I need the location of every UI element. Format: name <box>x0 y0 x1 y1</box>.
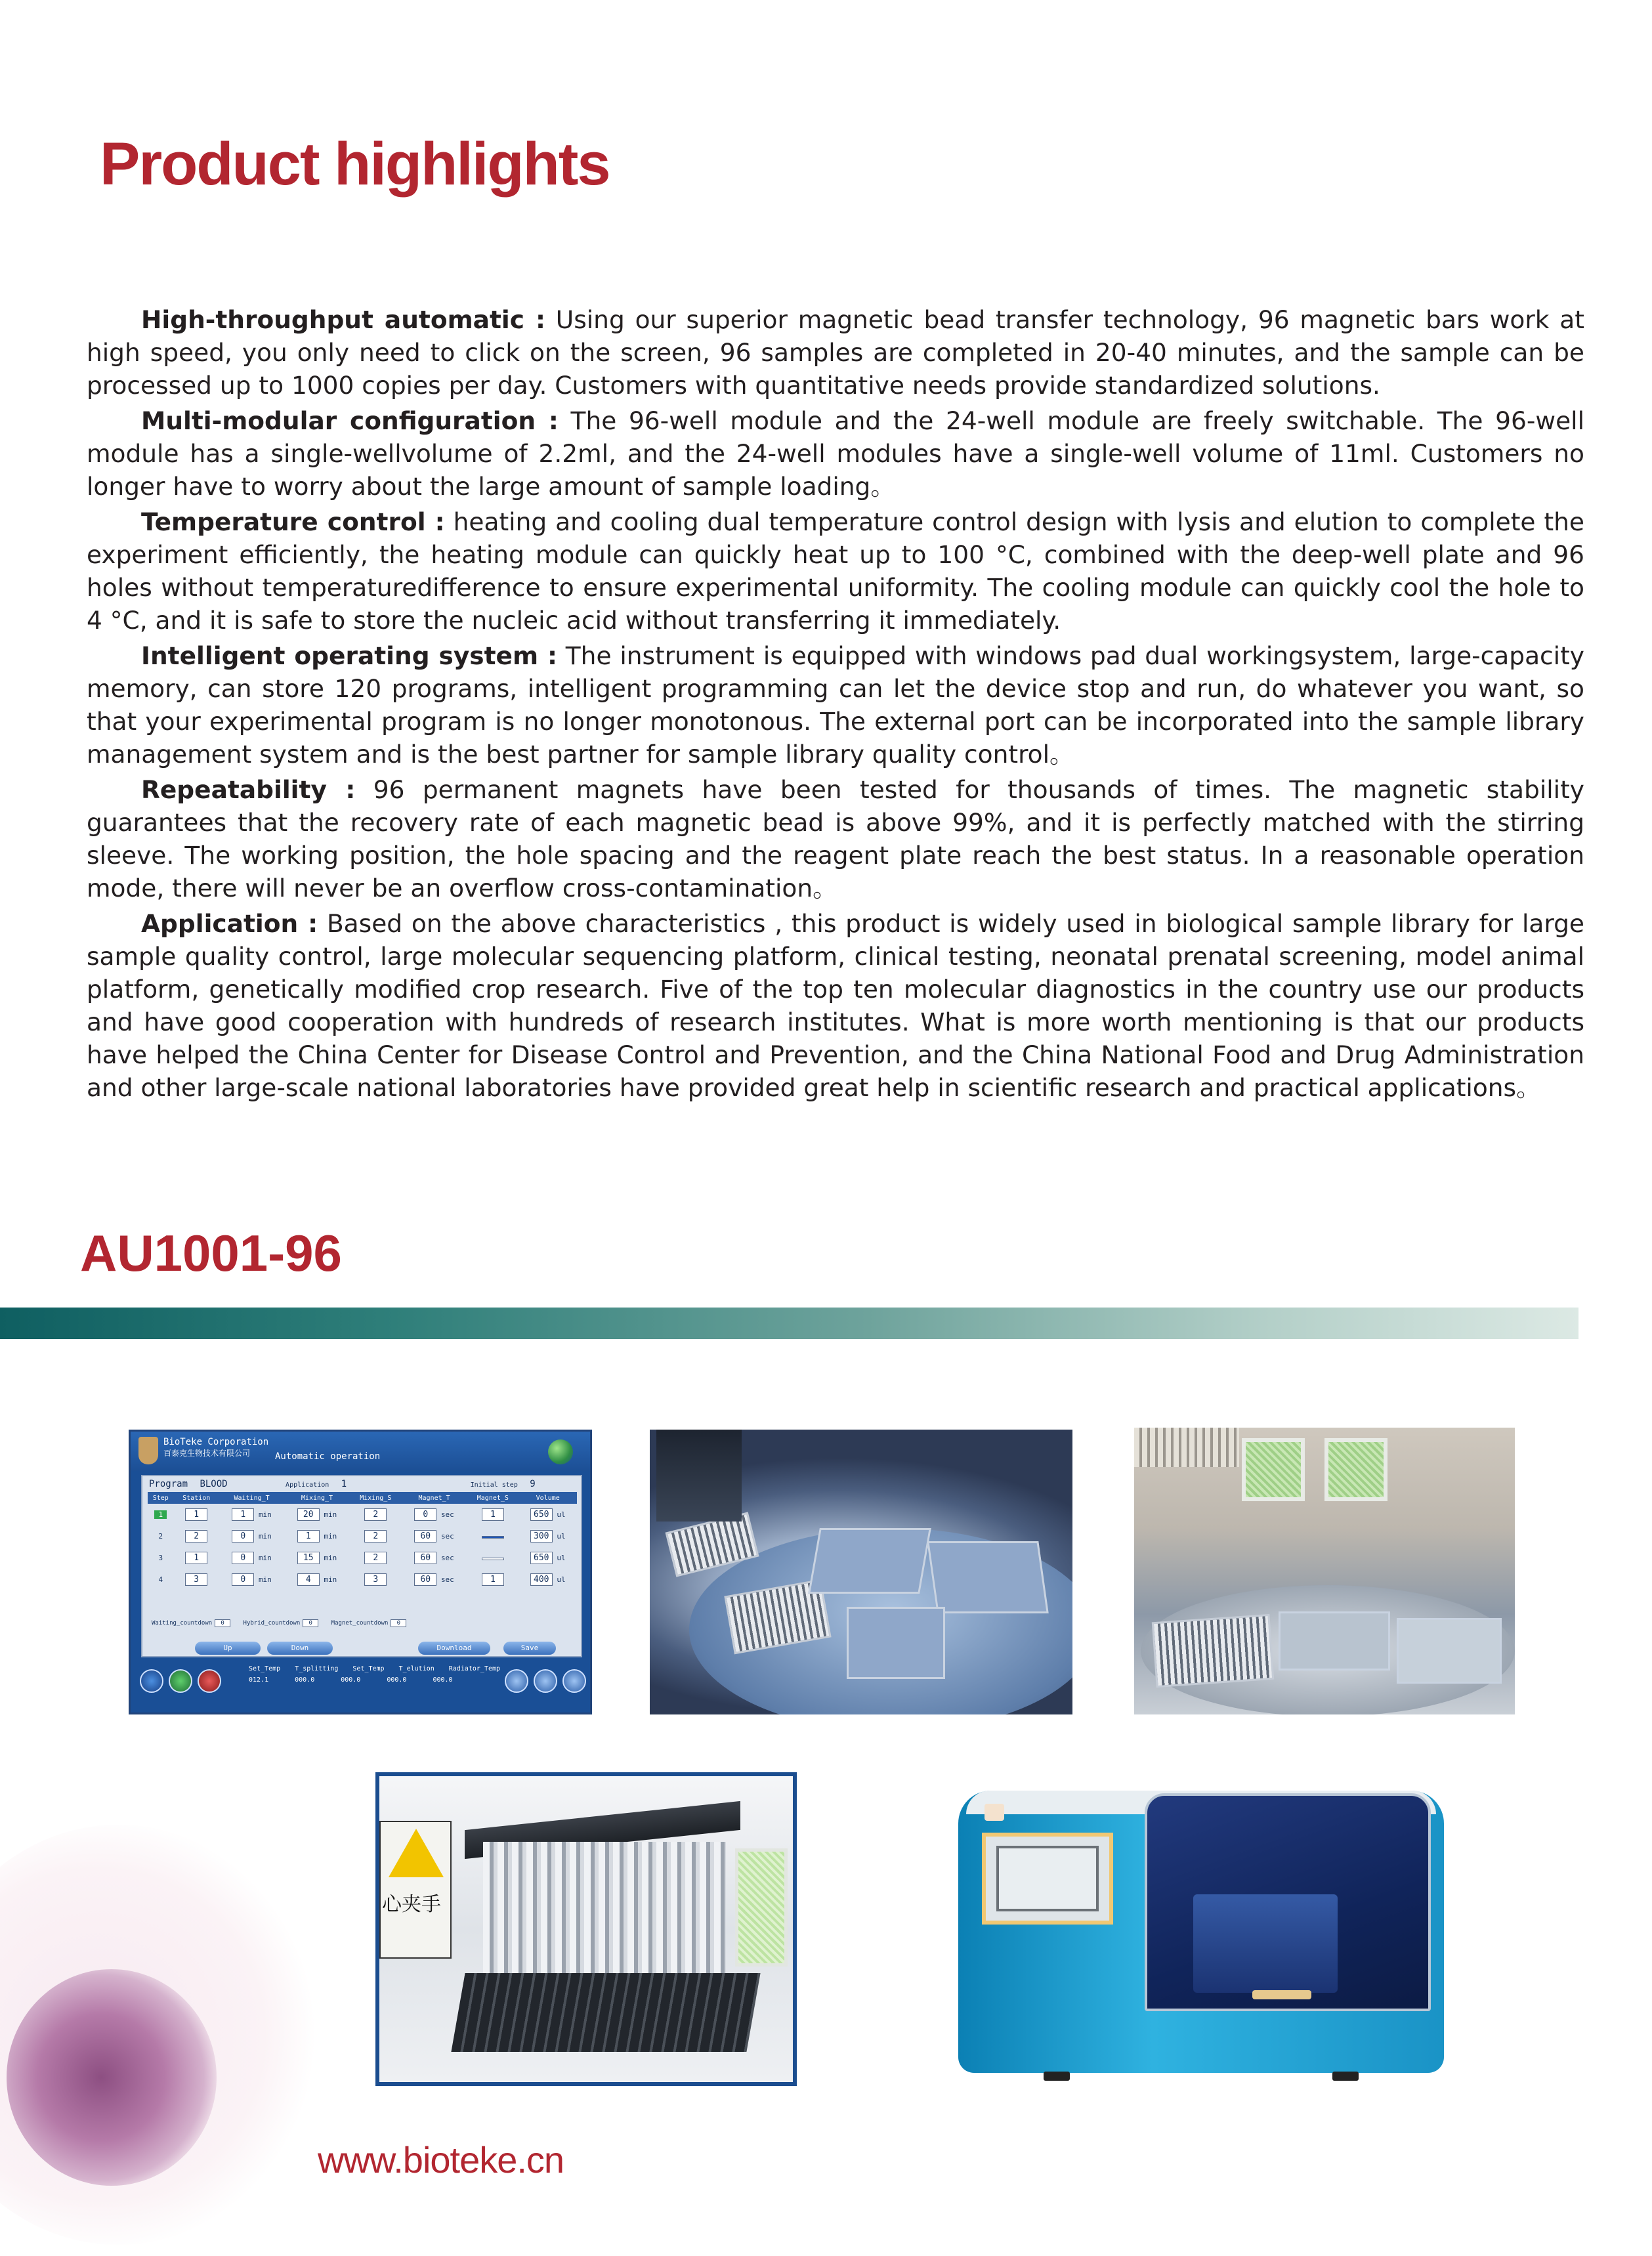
nav-circle-icon[interactable] <box>562 1669 586 1693</box>
magnet-rods <box>483 1842 726 1973</box>
mixing-speed-select[interactable]: 2 <box>364 1552 387 1564</box>
temp-label: Set_Temp <box>352 1665 385 1672</box>
initial-step-value: 9 <box>530 1479 536 1489</box>
nav-circle-icon[interactable] <box>140 1669 163 1693</box>
reagent-tray <box>1279 1611 1390 1671</box>
temperature-readout <box>249 1665 500 1684</box>
unit-label: min <box>324 1532 337 1541</box>
temp-value: 000.0 <box>295 1676 315 1684</box>
unit-label: ul <box>557 1575 566 1584</box>
brand-name: BioTeke Corporation <box>163 1437 269 1447</box>
device-touchscreen <box>982 1833 1113 1925</box>
mixing-speed-select[interactable]: 2 <box>364 1508 387 1521</box>
magnet-countdown-value: 0 <box>391 1619 406 1627</box>
highlight-lead: Temperature control : <box>141 507 445 536</box>
software-screenshot <box>129 1430 592 1714</box>
station-field[interactable]: 1 <box>185 1552 207 1564</box>
nav-circle-icon[interactable] <box>534 1669 557 1693</box>
column-header: Mixing_S <box>350 1492 402 1504</box>
step-number: 4 <box>158 1575 163 1584</box>
volume-field[interactable]: 650 <box>530 1508 553 1521</box>
warning-triangle-icon <box>389 1829 444 1877</box>
magnet-countdown-label: Magnet_countdown <box>331 1620 389 1627</box>
device-foot <box>1044 2072 1070 2081</box>
cell-illustration <box>7 1969 217 2186</box>
volume-field[interactable]: 300 <box>530 1530 553 1543</box>
highlight-text: 96 permanent magnets have been tested for thousands of times. The magnetic stability guarantees that the recovery rate of each magnetic bead is above 99%, and it is perfectly matched with the stirring sleeve. The working position, the hole spacing and the reagent plate reach the best status. In a reasonable operation mode, there will never be an overflow cross-contamination。 <box>87 775 1584 903</box>
reagent-tray <box>847 1607 945 1679</box>
bioteke-logo-icon <box>138 1437 158 1464</box>
unit-label: ul <box>557 1554 566 1562</box>
nav-circle-icon[interactable] <box>198 1669 221 1693</box>
highlight-lead: Repeatability : <box>141 775 356 804</box>
air-filter <box>735 1848 788 1967</box>
warning-sign <box>379 1821 452 1959</box>
screen-header <box>131 1432 590 1471</box>
unit-label: min <box>324 1554 337 1562</box>
highlight-text: The 96-well module and the 24-well module are freely switchable. The 96-well module has a single-wellvolume of 2.2ml, and the 24-well modules have a single-well volume of 11ml. Customers no longer have to worry about the large amount of sample loading。 <box>87 406 1584 501</box>
program-value: BLOOD <box>200 1479 228 1489</box>
magnet-speed-select[interactable] <box>482 1536 504 1539</box>
nav-circle-icon[interactable] <box>169 1669 192 1693</box>
unit-label: min <box>258 1532 272 1541</box>
highlights-section <box>87 303 1584 1107</box>
nav-circle-icon[interactable] <box>505 1669 528 1693</box>
unit-label: ul <box>557 1510 566 1519</box>
unit-label: min <box>258 1510 272 1519</box>
globe-icon[interactable] <box>548 1439 573 1464</box>
temp-value: 000.0 <box>387 1676 407 1684</box>
touchscreen-display <box>996 1846 1099 1911</box>
highlight-text: Based on the above characteristics , this product is widely used in biological sample library for large sample quality control, large molecular sequencing platform, clinical testing, neonatal prenatal screening, model animal platform, genetically modified crop research. Five of the top ten molecular diagnostics in the country use our products and have good cooperation with hundreds of research institutes. What is more worth mentioning is that our products have helped the China Center for Disease Control and Prevention, and the China National Food and Drug Administration and other large-scale national laboratories have provided great help in scientific research and practical applications。 <box>87 909 1584 1102</box>
unit-label: min <box>258 1554 272 1562</box>
unit-label: sec <box>440 1532 454 1541</box>
steps-table <box>148 1492 577 1590</box>
up-button[interactable]: Up <box>195 1642 261 1655</box>
magnet-speed-select[interactable]: 1 <box>482 1508 504 1521</box>
reagent-tray <box>927 1541 1048 1613</box>
mixing-speed-select[interactable]: 3 <box>364 1573 387 1586</box>
waiting-field[interactable]: 0 <box>232 1530 254 1543</box>
volume-field[interactable]: 400 <box>530 1573 553 1586</box>
highlight-paragraph <box>87 907 1584 1104</box>
model-title: AU1001-96 <box>80 1224 342 1282</box>
deep-well-plate <box>451 1973 760 2052</box>
table-row[interactable] <box>148 1525 577 1547</box>
website-url[interactable]: www.bioteke.cn <box>318 2139 564 2181</box>
device-photo <box>958 1777 1444 2086</box>
magnet-time-field[interactable]: 60 <box>414 1573 436 1586</box>
unit-label: min <box>258 1575 272 1584</box>
highlight-lead: Application : <box>141 909 318 938</box>
waiting-countdown-value: 0 <box>215 1619 230 1627</box>
unit-label: ul <box>557 1532 566 1541</box>
highlight-paragraph <box>87 303 1584 402</box>
mixing-speed-select[interactable]: 2 <box>364 1530 387 1543</box>
station-field[interactable]: 3 <box>185 1573 207 1586</box>
magnet-time-field[interactable]: 0 <box>414 1508 436 1521</box>
brand-name-cn: 百泰克生物技术有限公司 <box>163 1449 251 1458</box>
temp-value: 000.0 <box>341 1676 361 1684</box>
highlight-lead: Multi-modular configuration : <box>141 406 559 435</box>
device-interior <box>1193 1894 1338 1993</box>
temp-label: Radiator_Temp <box>448 1665 501 1672</box>
device-foot <box>1332 2072 1359 2081</box>
highlight-paragraph <box>87 773 1584 905</box>
column-header: Volume <box>519 1492 577 1504</box>
unit-label: min <box>324 1575 337 1584</box>
station-field[interactable]: 2 <box>185 1530 207 1543</box>
logo-badge-icon <box>985 1804 1004 1821</box>
column-header: Step <box>148 1492 174 1504</box>
column-header: Magnet_S <box>467 1492 519 1504</box>
air-filter <box>1324 1438 1387 1501</box>
well-plate <box>1152 1614 1275 1688</box>
unit-label: sec <box>440 1575 454 1584</box>
reagent-tray <box>1397 1618 1502 1684</box>
magnetic-rods-photo <box>375 1772 797 2086</box>
mixing-time-field[interactable]: 15 <box>297 1552 320 1564</box>
column-header: Waiting_T <box>219 1492 284 1504</box>
application-value: 1 <box>341 1479 347 1489</box>
station-field[interactable]: 1 <box>185 1508 207 1521</box>
step-number: 1 <box>154 1510 167 1519</box>
waiting-field[interactable]: 0 <box>232 1552 254 1564</box>
highlight-lead: Intelligent operating system : <box>141 641 557 670</box>
highlight-paragraph <box>87 505 1584 637</box>
air-filter <box>1242 1438 1305 1501</box>
column-header: Mixing_T <box>284 1492 349 1504</box>
rotor-photo-blue <box>650 1430 1072 1714</box>
warning-text: 心夹手 <box>382 1893 441 1916</box>
hybrid-countdown-label: Hybrid_countdown <box>243 1620 301 1627</box>
highlight-paragraph <box>87 639 1584 771</box>
unit-label: sec <box>440 1510 454 1519</box>
unit-label: sec <box>440 1554 454 1562</box>
magnet-speed-select[interactable] <box>482 1558 504 1560</box>
table-row[interactable] <box>148 1547 577 1569</box>
screen-brand <box>163 1437 268 1458</box>
countdown-row <box>152 1619 415 1627</box>
download-button[interactable]: Download <box>418 1642 490 1655</box>
save-button[interactable]: Save <box>503 1642 556 1655</box>
highlight-text: heating and cooling dual temperature control design with lysis and elution to complete the experiment efficiently, the heating module can quickly heat up to 100 °C, combined with the deep-well plate and 96 holes without temperaturedifference to ensure experimental uniformity. The cooling module can quickly cool the hole to 4 °C, and it is safe to store the nucleic acid without transferring it immediately. <box>87 507 1584 635</box>
highlight-text: The instrument is equipped with windows pad dual workingsystem, large-capacity memory, can store 120 programs, intelligent programming can let the device stop and run, do whatever you want, so that your experimental program is no longer monotonous. The external port can be incorporated into the sample library management system and is the best partner for sample library quality control。 <box>87 641 1584 769</box>
temp-label: T_splitting <box>295 1665 339 1672</box>
magnet-head <box>656 1430 742 1522</box>
highlight-text: Using our superior magnetic bead transfer technology, 96 magnetic bars work at high speed, you only need to click on the screen, 96 samples are completed in 20-40 minutes, and the sample can be processed up to 1000 copies per day. Customers with quantitative needs provide standardized solutions. <box>87 305 1584 400</box>
unit-label: min <box>324 1510 337 1519</box>
initial-step-label: Initial step <box>470 1481 518 1489</box>
hybrid-countdown-value: 0 <box>303 1619 318 1627</box>
step-number: 2 <box>158 1532 163 1541</box>
volume-field[interactable]: 650 <box>530 1552 553 1564</box>
door-handle <box>1252 1990 1311 1999</box>
program-header <box>149 1479 542 1489</box>
temp-label: T_elution <box>398 1665 434 1672</box>
application-label: Application <box>286 1481 329 1489</box>
mixing-time-field[interactable]: 20 <box>297 1508 320 1521</box>
table-header-row <box>148 1492 577 1504</box>
table-row[interactable] <box>148 1569 577 1590</box>
magnet-time-field[interactable]: 60 <box>414 1530 436 1543</box>
page-title: Product highlights <box>100 131 610 198</box>
gradient-divider <box>0 1308 1578 1339</box>
highlight-lead: High-throughput automatic : <box>141 305 545 334</box>
column-header: Magnet_T <box>402 1492 467 1504</box>
screen-mode: Automatic operation <box>275 1451 381 1462</box>
program-label: Program <box>149 1479 188 1489</box>
magnet-rods <box>1134 1428 1239 1467</box>
step-number: 3 <box>158 1554 163 1562</box>
temp-value: 012.1 <box>249 1676 269 1684</box>
temp-label: Set_Temp <box>249 1665 281 1672</box>
device-window <box>1145 1793 1431 2011</box>
magnet-speed-select[interactable]: 1 <box>482 1573 504 1586</box>
mixing-time-field[interactable]: 1 <box>297 1530 320 1543</box>
waiting-field[interactable]: 0 <box>232 1573 254 1586</box>
highlight-paragraph <box>87 404 1584 503</box>
rotor-photo-filters <box>1134 1428 1515 1714</box>
program-panel <box>141 1475 582 1657</box>
waiting-field[interactable]: 1 <box>232 1508 254 1521</box>
center-tray <box>808 1528 931 1594</box>
mixing-time-field[interactable]: 4 <box>297 1573 320 1586</box>
waiting-countdown-label: Waiting_countdown <box>152 1620 213 1627</box>
column-header: Station <box>174 1492 219 1504</box>
down-button[interactable]: Down <box>267 1642 333 1655</box>
table-row[interactable] <box>148 1504 577 1525</box>
temp-value: 000.0 <box>433 1676 453 1684</box>
magnet-time-field[interactable]: 60 <box>414 1552 436 1564</box>
